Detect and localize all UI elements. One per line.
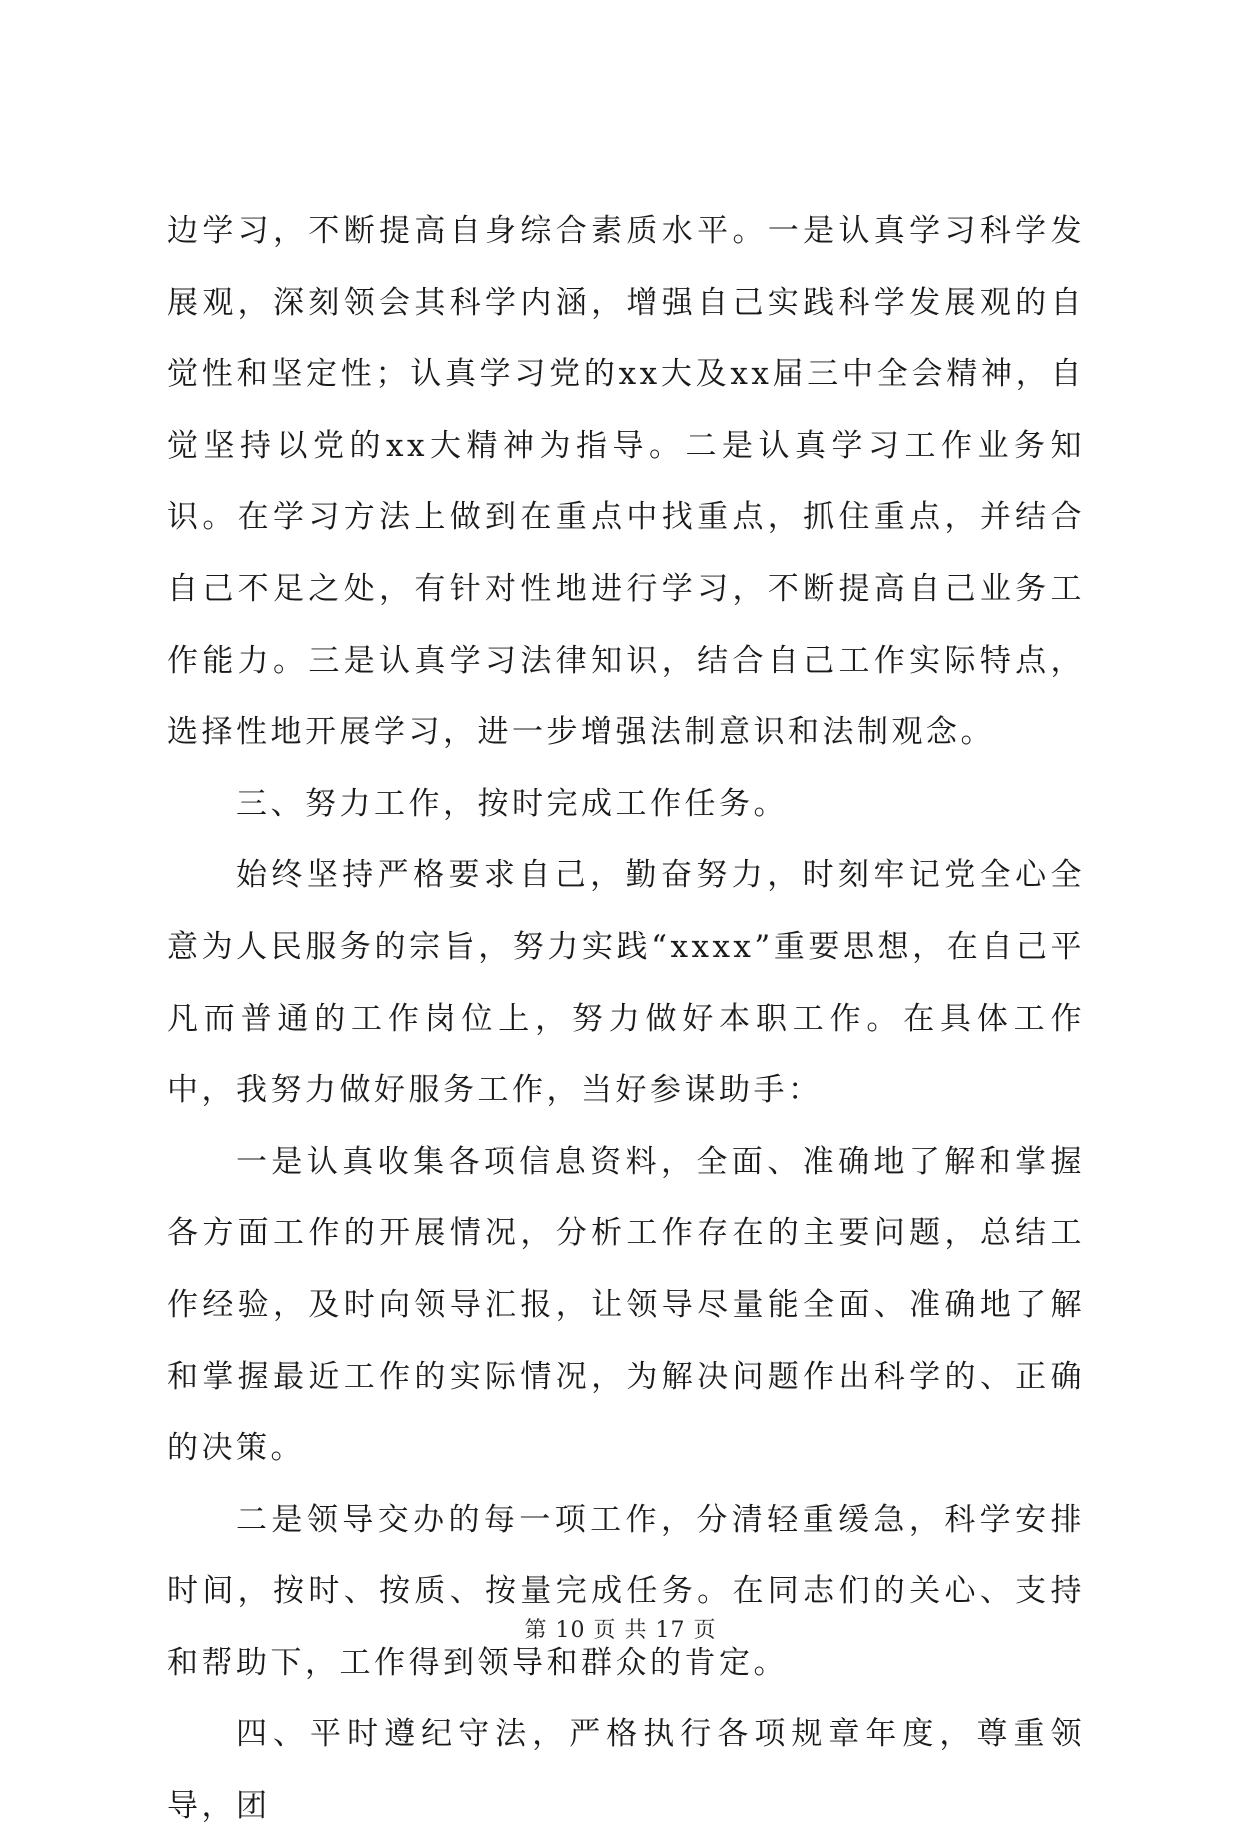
body-paragraph: 边学习，不断提高自身综合素质水平。一是认真学习科学发展观，深刻领会其科学内涵，增强自己实践科学发展观的自觉性和坚定性；认真学习党的xx大及xx届三中全会精神，自觉坚持以党的xx大精神为指导。二是认真学习工作业务知识。在学习方法上做到在重点中找重点，抓住重点，并结合自己不足之处，有针对性地进行学习，不断提高自己业务工作能力。三是认真学习法律知识，结合自己工作实际特点，选择性地开展学习，进一步增强法制意识和法制观念。 xyxy=(167,213,1085,751)
page-number-footer: 第 10 页 共 17 页 xyxy=(524,1618,717,1643)
body-paragraph: 始终坚持严格要求自己，勤奋努力，时刻牢记党全心全意为人民服务的宗旨，努力实践“xxxx”重要思想，在自己平凡而普通的工作岗位上，努力做好本职工作。在具体工作中，我努力做好服务工作，当好参谋助手： xyxy=(167,857,1085,1109)
body-paragraph: 二是领导交办的每一项工作，分清轻重缓急，科学安排时间，按时、按质、按量完成任务。在同志们的关心、支持和帮助下，工作得到领导和群众的肯定。 xyxy=(167,1501,1085,1681)
section-heading-four: 四、平时遵纪守法，严格执行各项规章年度，尊重领导，团 xyxy=(167,1716,1085,1825)
section-heading-three: 三、努力工作，按时完成工作任务。 xyxy=(236,785,788,822)
body-paragraph: 一是认真收集各项信息资料，全面、准确地了解和掌握各方面工作的开展情况，分析工作存在的主要问题，总结工作经验，及时向领导汇报，让领导尽量能全面、准确地了解和掌握最近工作的实际情况，为解决问题作出科学的、正确的决策。 xyxy=(167,1143,1085,1467)
document-body xyxy=(167,196,1085,1843)
